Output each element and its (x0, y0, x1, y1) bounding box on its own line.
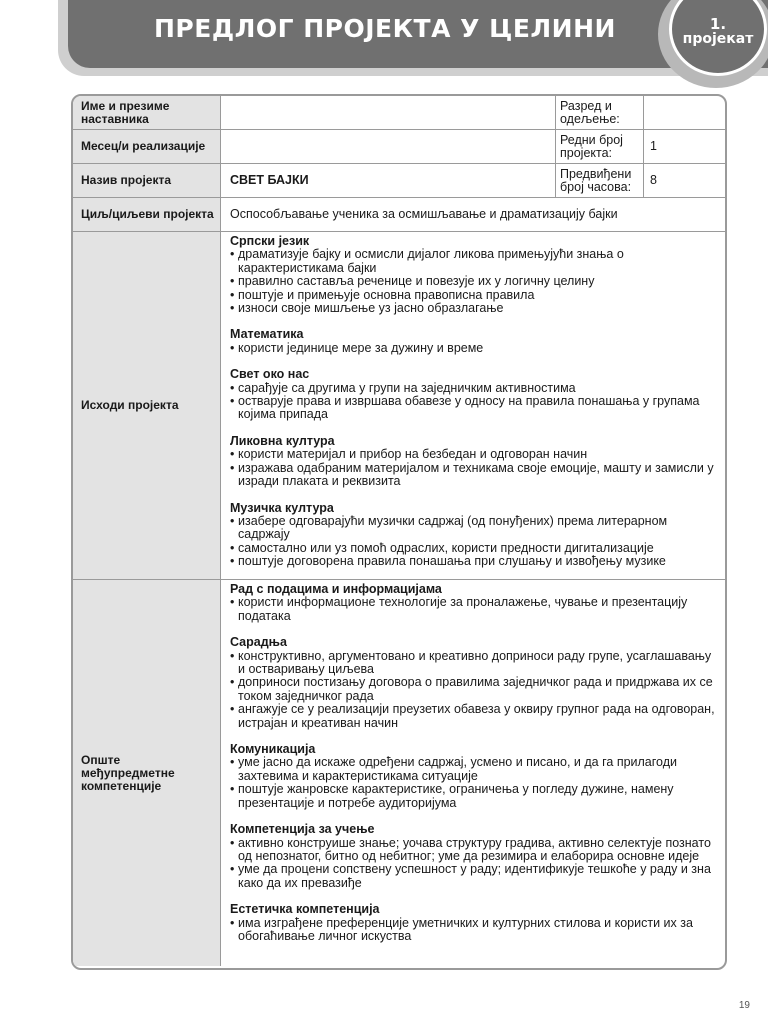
project-table (71, 94, 727, 970)
grade-value (644, 96, 725, 129)
section-title: Музичка култура (230, 500, 334, 515)
list-item: • доприноси постизању договора о правилима заједничког рада и придржава их се током заједничког рада (230, 676, 719, 703)
list-item: • изражава одабраним материјалом и техникама своје емоције, машту и замисли у изради плаката и реквизита (230, 462, 719, 489)
bullet-list (230, 448, 719, 488)
list-item: • поштује и примењује основна правописна правила (230, 289, 719, 302)
bullet-list (230, 756, 719, 810)
section-title: Рад с подацима и информацијама (230, 582, 442, 596)
list-item: • користи јединице мере за дужину и време (230, 342, 719, 355)
outcomes-section (230, 435, 719, 489)
page-number: 19 (738, 1000, 750, 1011)
list-item: • ангажује се у реализацији преузетих обавеза у оквиру групног рада на одговоран, истрајан и креативан начин (230, 703, 719, 730)
section-title: Српски језик (230, 234, 310, 248)
planned-hours-label: Предвиђени број часова: (555, 164, 644, 197)
grade-label: Разред и одељење: (555, 96, 644, 129)
outcomes-content (222, 232, 725, 579)
teacher-label: Име и презиме наставника (73, 96, 221, 129)
list-item: • поштује жанровске карактеристике, ограничења у погледу дужине, намену презентације и потребе аудиторијума (230, 783, 719, 810)
bullet-list (230, 248, 719, 315)
competencies-section (230, 823, 719, 890)
table-row-outcomes (73, 232, 725, 580)
outcomes-section (230, 502, 719, 569)
outcomes-section (230, 235, 719, 315)
list-item: • уме јасно да искаже одређени садржај, усмено и писано, и да га прилагоди захтевима и карактеристикама ситуације (230, 756, 719, 783)
table-row-teacher (73, 96, 725, 130)
list-item: • правилно саставља реченице и повезује их у логичну целину (230, 275, 719, 288)
list-item: • користи материјал и прибор на безбедан и одговоран начин (230, 448, 719, 461)
competencies-label: Опште међупредметне компетенције (73, 580, 221, 966)
section-title: Сарадња (230, 635, 287, 650)
project-number-value: 1 (650, 139, 657, 153)
list-item: • конструктивно, аргументовано и креативно доприноси раду групе, усаглашавању и остваривању циљева (230, 650, 719, 677)
section-title: Комуникација (230, 742, 316, 757)
goals-label: Циљ/циљеви пројекта (73, 198, 221, 231)
list-item: • износи своје мишљење уз јасно образлагање (230, 302, 719, 315)
outcomes-label: Исходи пројекта (73, 232, 221, 579)
list-item: • има изграђене преференције уметничких и културних стилова и користи их за обогаћивање личног искуства (230, 917, 719, 944)
competencies-section (230, 583, 719, 623)
competencies-section (230, 636, 719, 730)
competencies-section (230, 743, 719, 810)
section-title: Математика (230, 327, 304, 342)
list-item: • сарађује са другима у групи на заједничким активностима (230, 382, 719, 395)
bullet-list (230, 917, 719, 944)
competencies-section (230, 903, 719, 943)
outcomes-sections (230, 235, 719, 569)
list-item: • активно конструише знање; уочава структуру градива, активно селектује познато од непознатог, битно од небитног; уме да резимира и елаборира основне идеје (230, 837, 719, 864)
bullet-list (230, 650, 719, 730)
outcomes-section (230, 328, 719, 355)
project-badge-label: пројекат (682, 31, 754, 47)
section-title: Компетенција за учење (230, 822, 375, 837)
bullet-list (230, 382, 719, 422)
table-row-month (73, 130, 725, 164)
section-title: Ликовна култура (230, 433, 335, 448)
competencies-sections (230, 583, 719, 943)
section-title: Естетичка компетенција (230, 902, 380, 917)
page-title: ПРЕДЛОГ ПРОЈЕКТА У ЦЕЛИНИ (154, 14, 616, 43)
competencies-content (222, 580, 725, 966)
list-item: • остварује права и извршава обавезе у односу на правила понашања у групама којима припада (230, 395, 719, 422)
list-item: • користи информационе технологије за проналажење, чување и презентацију података (230, 596, 719, 623)
table-row-goals (73, 198, 725, 232)
table-row-competencies (73, 580, 725, 966)
table-row-project-name (73, 164, 725, 198)
list-item: • драматизује бајку и осмисли дијалог ликова примењујући знања о карактеристикама бајки (230, 248, 719, 275)
section-title: Свет око нас (230, 367, 310, 382)
project-number-label: Редни број пројекта: (555, 130, 644, 163)
bullet-list (230, 515, 719, 569)
month-label: Месец/и реализације (73, 130, 221, 163)
list-item: • поштује договорена правила понашања при слушању и извођењу музике (230, 555, 719, 568)
bullet-list (230, 596, 719, 623)
list-item: • уме да процени сопствену успешност у раду; идентификује тешкоће у раду и зна како да их превазиђе (230, 863, 719, 890)
bullet-list (230, 342, 719, 355)
outcomes-section (230, 368, 719, 422)
goals-value: Оспособљавање ученика за осмишљавање и драматизацију бајки (230, 206, 618, 221)
list-item: • изабере одговарајући музички садржај (од понуђених) према литерарном садржају (230, 515, 719, 542)
list-item: • самостално или уз помоћ одраслих, користи предности дигитализације (230, 542, 719, 555)
project-name-label: Назив пројекта (73, 164, 221, 197)
planned-hours-value: 8 (650, 173, 657, 187)
project-name-value: СВЕТ БАЈКИ (230, 172, 309, 187)
bullet-list (230, 837, 719, 891)
project-badge-number: 1. (709, 15, 727, 33)
